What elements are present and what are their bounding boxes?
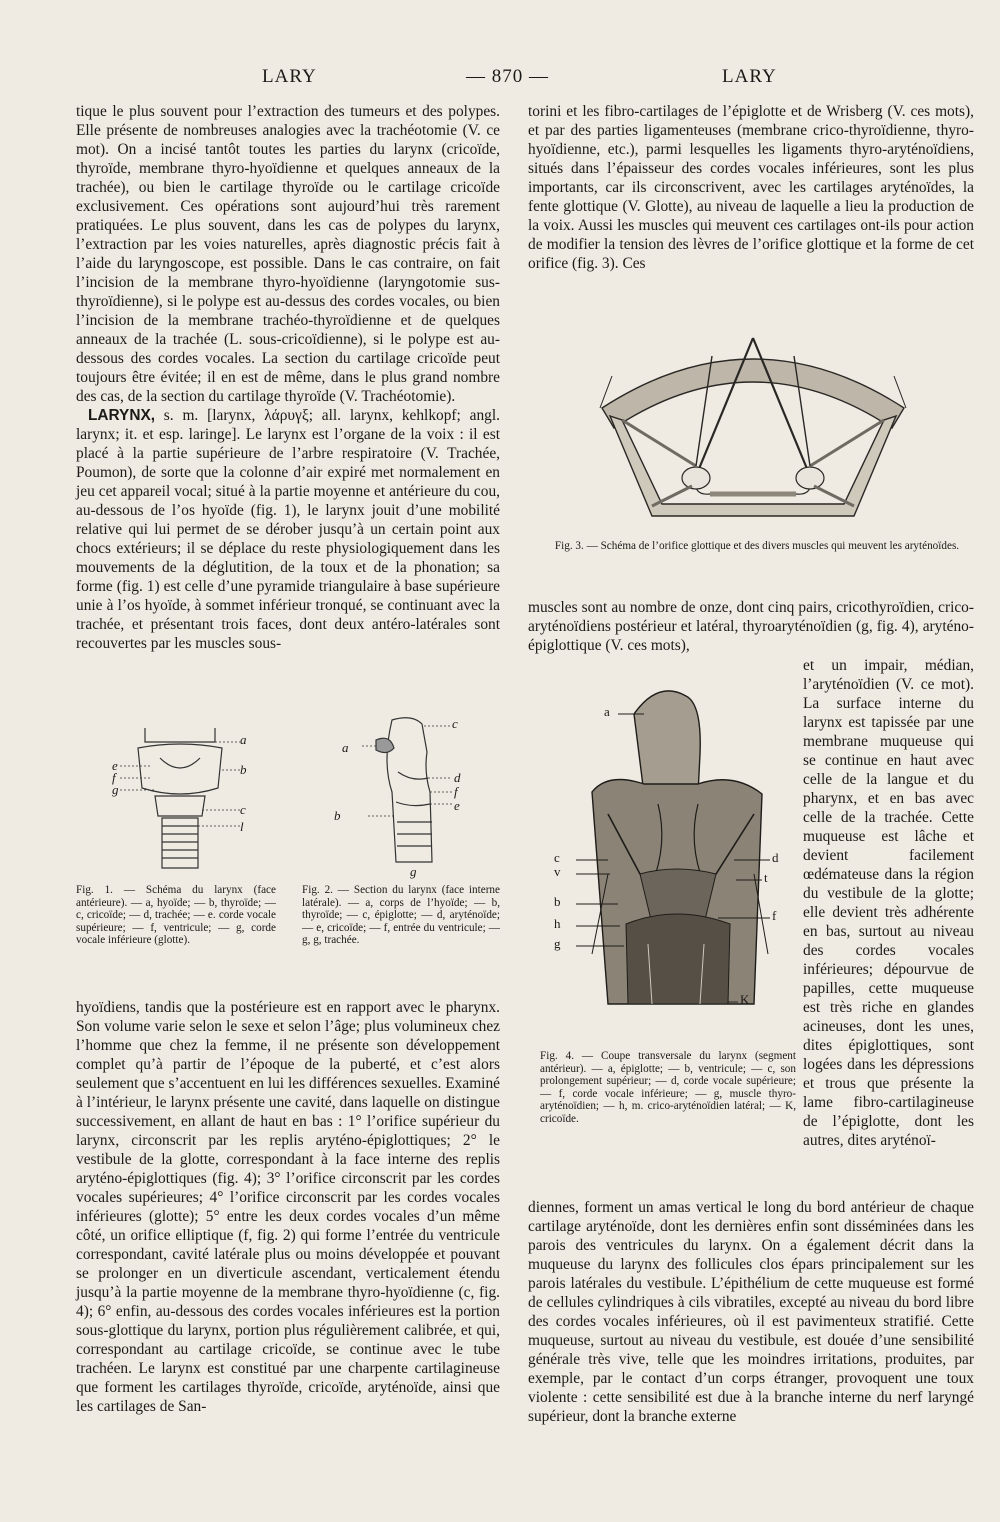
figure-4-drawing (548, 674, 798, 1044)
fig4-label-h: h (554, 916, 561, 931)
figure-1-caption (76, 884, 276, 947)
running-head-left: LARY (262, 66, 317, 87)
paragraph-cartilages: torini et les fibro-cartilages de l’épiglotte et de Wrisberg (V. ces mots), et par des parties ligamenteuses (membrane crico-thyroïdienne, thyro-hyoïdienne, etc.), parmi lesquelles les ligaments thyro-aryténoïdiens, situés dans l’épaisseur des cordes vocales inférieures, sont les plus importants, car ils circonscrivent, avec les cartilages aryténoïdes, la fente glottique (V. Glotte), au niveau de laquelle a lieu la production de la voix. Aussi les muscles qui meuvent ces cartilages ont-ils pour action de modifier la tension des lèvres de l’orifice glottique et la forme de cet orifice (fig. 3). Ces (528, 103, 974, 272)
figure-2-caption (302, 884, 500, 947)
figure-4-caption-text: Fig. 4. — Coupe transversale du larynx (segment antérieur). — a, épiglotte; — b, ventricule; — c, son prolongement supérieur; — d, corde vocale supérieure; — f, corde vocale inférieure; — g, muscle thyro-aryténoïdien; — h, m. crico-aryténoïdien latéral; — K, cricoïde. (540, 1050, 796, 1125)
paragraph-muqueuse: et un impair, médian, l’aryténoïdien (V. ce mot). La surface interne du larynx est tapissée par une membrane muqueuse qui se continue en haut avec celle de la langue et du pharynx, et en bas avec celle de la trachée. Cette muqueuse est lâche et devient facilement œdémateuse dans la région du vestibule de la glotte; elle devient très adhérente en bas, surtout au niveau des cordes vocales inférieures; dépourvue de papilles, cette muqueuse est très riche en glandes acineuses, dont les unes, dites épiglottiques, sont logées dans les dépressions et trous que présente la lame fibro-cartilagineuse de l’épiglotte, dont les autres, dites aryténoï- (803, 657, 974, 1149)
figure-2-caption-text: Fig. 2. — Section du larynx (face interne latérale). — a, corps de l’hyoïde; — b, thyroïde; — c, épiglotte; — d, aryténoïde; — e, cricoïde; — f, entrée du ventricule; — g, g, trachée. (302, 884, 500, 947)
right-column-top (528, 102, 974, 273)
figure-2-drawing (332, 712, 482, 882)
figure-3-caption (540, 540, 974, 553)
figure-3 (592, 316, 914, 524)
fig1-label-f: f (112, 770, 116, 785)
paragraph-larynx-continued: hyoïdiens, tandis que la postérieure est en rapport avec le pharynx. Son volume varie selon le sexe et selon l’âge; plus volumineux chez l’homme que chez la femme, il ne présente son développement complet qu’à partir de l’époque de la puberté, et c’est alors seulement que s’accentuent en lui les différences sexuelles. Examiné à l’intérieur, le larynx présente une cavité, dans laquelle on distingue successivement, en allant de haut en bas : 1° l’orifice supérieur du larynx, circonscrit par les replis aryténo-épiglottiques; 2° le vestibule de la glotte, correspondant à la face interne des replis aryténo-épiglottiques (fig. 4); 3° l’orifice circonscrit par les cordes vocales supérieures; 4° l’orifice circonscrit par les cordes vocales inférieures (glotte); 5° entre les deux cordes vocales d’un même côté, un orifice elliptique (f, fig. 2) qui forme l’entrée du ventricule correspondant, cavité latérale plus ou moins développée et pouvant se prolonger en un diverticule ascendant, verticalement étendu jusqu’à la partie moyenne de la membrane thyro-hyoïdienne (c, fig. 4); 6° enfin, au-dessous des cordes vocales inférieures est la portion sous-glottique du larynx, portion plus régulièrement calibrée, et qui, correspondant au cartilage cricoïde, se continue avec le tube trachéen. Le larynx est constitué par une charpente cartilagineuse que forment les cartilages thyroïde, cricoïde, aryténoïde, ainsi que les cartilages de San- (76, 999, 500, 1415)
fig2-label-f: f (454, 784, 458, 799)
figure-1-drawing (90, 718, 280, 878)
fig1-label-g: g (112, 782, 119, 797)
fig2-label-a: a (342, 740, 349, 755)
fig4-label-K: K (740, 992, 750, 1007)
fig1-label-a: a (240, 732, 247, 747)
fig2-label-e: e (454, 798, 460, 813)
right-column-middle (528, 598, 974, 655)
fig1-label-b: b (240, 762, 247, 777)
figure-4 (548, 674, 798, 1044)
fig4-label-g: g (554, 936, 561, 951)
figure-3-caption-text: Fig. 3. — Schéma de l’orifice glottique et des divers muscles qui meuvent les aryténoïdes. (554, 540, 960, 552)
fig1-label-e: e (112, 758, 118, 773)
fig4-label-a: a (604, 704, 610, 719)
right-wrap-text (803, 656, 974, 1150)
figure-2 (332, 712, 482, 882)
fig2-label-c: c (452, 716, 458, 731)
fig4-label-f: f (772, 908, 777, 923)
page-number: — 870 — (466, 66, 549, 87)
left-column-bottom (76, 998, 500, 1416)
paragraph-glandes: diennes, forment un amas vertical le long du bord antérieur de chaque cartilage aryténoïde, dont les dernières enfin sont disséminées dans les parois des ventricules du larynx. On a également décrit dans la muqueuse du larynx des follicules clos épars principalement sur les parois latérales du vestibule. L’épithélium de cette muqueuse est formé de cellules cylindriques à cils vibratiles, excepté au niveau du bord libre des cordes vocales inférieures, où il est pavimenteux stratifié. Cette muqueuse, surtout au niveau du vestibule, est douée d’une sensibilité générale très vive, telle que les moindres irritations, produites, par exemple, par le contact d’un corps étranger, provoquent une toux violente : cette sensibilité est due à la branche interne du nerf laryngé supérieur, dont la branche externe (528, 1199, 974, 1425)
figure-4-caption (540, 1050, 796, 1126)
entry-heading-larynx: LARYNX, (88, 407, 155, 424)
fig4-label-t: t (764, 870, 768, 885)
fig1-label-c: c (240, 802, 246, 817)
fig4-label-v: v (554, 864, 561, 879)
fig2-label-g: g (410, 864, 417, 879)
paragraph-laryngotomie: tique le plus souvent pour l’extraction des tumeurs et des polypes. Elle présente de nombreuses analogies avec la trachéotomie (V. ce mot). On a incisé tantôt toutes les parties du larynx (cricoïde, thyroïde, membrane thyro-hyoïdienne et quelques anneaux de la trachée), ou bien le cartilage thyroïde ou le cartilage cricoïde exclusivement. Ces opérations sont aujourd’hui très rarement pratiquées. Le plus souvent, dans les cas de polypes du larynx, l’extraction par les voies naturelles, après diagnostic précis fait à l’aide du laryngoscope, est possible. Dans le cas contraire, on fait l’incision de la membrane thyro-hyoïdienne (laryngotomie sus-thyroïdienne), si le polype est au-dessus des cordes vocales, ou bien l’incision de la membrane trachéo-thyroïdienne et de quelques anneaux de la trachée (L. sous-cricoïdienne), si le polype est au-dessous des cordes vocales. La section du cartilage cricoïde peut toujours être évitée; il en est de même, dans le plus grand nombre des cas, de la section du cartilage thyroïde (V. Trachéotomie). (76, 103, 500, 405)
fig2-label-b: b (334, 808, 341, 823)
paragraph-muscles: muscles sont au nombre de onze, dont cinq pairs, cricothyroïdien, crico-aryténoïdiens postérieur et latéral, thyroaryténoïdien (g, fig. 4), aryténo-épiglottique (V. ces mots), (528, 599, 974, 654)
running-head-right: LARY (722, 66, 777, 87)
left-column-top (76, 102, 500, 653)
right-column-bottom (528, 1198, 974, 1426)
paragraph-larynx (76, 406, 500, 653)
figure-3-drawing (592, 316, 914, 524)
fig1-label-l: l (240, 819, 244, 834)
fig4-label-c: c (554, 850, 560, 865)
larynx-definition: s. m. [larynx, λάρυγξ; all. larynx, kehlkopf; angl. larynx; it. et esp. laringe]. Le larynx est l’organe de la voix : il est placé à la partie supérieure de l’arbre respiratoire (V. Trachée, Poumon), de sorte que la colonne d’air expiré met normalement en jeu cet appareil vocal; situé à la partie moyenne et antérieure du cou, au-dessous de l’os hyoïde (fig. 1), le larynx jouit d’une mobilité relative qui lui permet de se dérober jusqu’à un certain point aux chocs extérieurs; il se déplace du reste physiologiquement dans les mouvements de la déglutition, de la toux et de la phonation; sa forme (fig. 1) est celle d’une pyramide triangulaire à base supérieure unie à l’os hyoïde, à sommet inférieur tronqué, se continuant avec la trachée, et présentant trois faces, dont deux antéro-latérales sont recouvertes par les muscles sous- (76, 407, 500, 652)
figure-1-caption-text: Fig. 1. — Schéma du larynx (face antérieure). — a, hyoïde; — b, thyroïde; — c, cricoïde; — d, trachée; — e. corde vocale supérieure; — f, ventricule; — g, corde vocale inférieure (glotte). (76, 884, 276, 947)
fig4-label-b: b (554, 894, 561, 909)
fig2-label-d: d (454, 770, 461, 785)
figure-1 (90, 718, 280, 878)
fig4-label-d: d (772, 850, 779, 865)
